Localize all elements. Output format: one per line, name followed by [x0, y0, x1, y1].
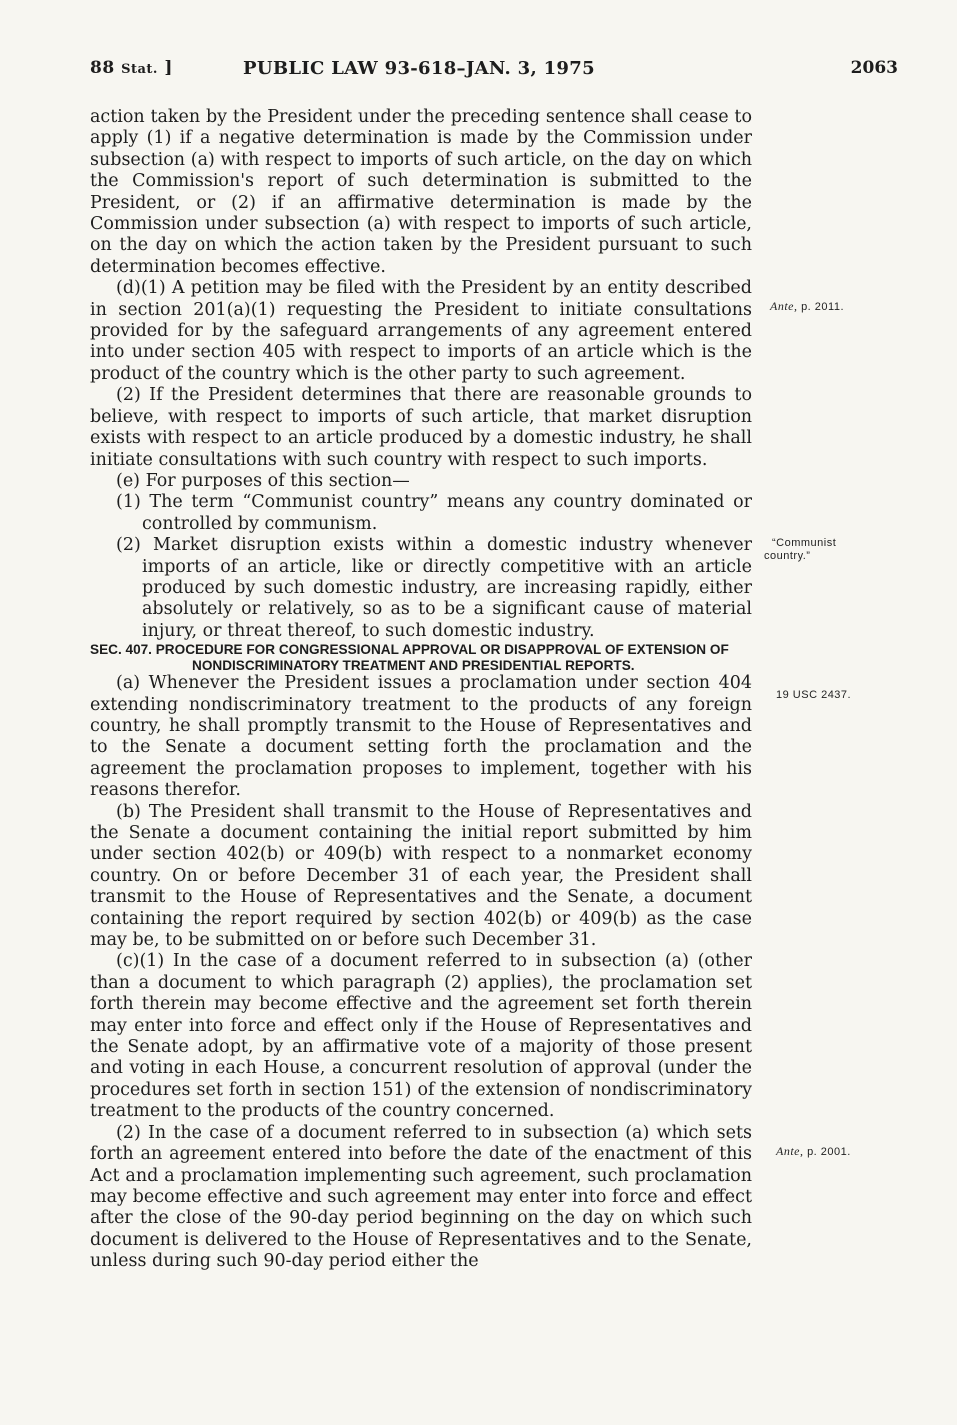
- page-header: [90, 58, 898, 88]
- paragraph-e: (e) For purposes of this section—: [116, 470, 410, 491]
- volume-label: Stat.: [121, 62, 158, 77]
- margin-note-ante-2001: [776, 1145, 946, 1159]
- body-text: [90, 107, 752, 1273]
- margin-note-ante-2011-italic: Ante,: [770, 299, 798, 313]
- page-number: 2063: [850, 58, 898, 78]
- paragraph-e1: (1) The term “Communist country” means any country dominated or controlled by communism.: [116, 492, 752, 534]
- paragraph-continuation: action taken by the President under the preceding sentence shall cease to apply (1) if a negative determination is made by the Commission under subsection (a) with respect to imports of such article, on the day on which the Commission's report of such determination is submitted to the President, or (2) if an affirmative determination is made by the Commission under subsection (a) with respect to imports of such article, on the day on which the action taken by the President pursuant to such determination becomes effective.: [90, 107, 752, 277]
- paragraph-b: (b) The President shall transmit to the House of Representatives and the Senate a document containing the initial report submitted by him under section 402(b) or 409(b) with respect to a nonmarket economy country. On or before December 31 of each year, the President shall transmit to the House of Representatives and the Senate, a document containing the report required by section 402(b) or 409(b) as the case may be, to be submitted on or before such December 31.: [90, 801, 752, 951]
- volume-citation: [90, 58, 173, 78]
- margin-note-ante-2001-italic: Ante,: [776, 1144, 804, 1158]
- margin-note-ante-2011-page: p. 2011.: [801, 301, 845, 313]
- running-title: PUBLIC LAW 93-618–JAN. 3, 1975: [243, 58, 595, 79]
- paragraph-e2: (2) Market disruption exists within a domestic industry whenever imports of an article, like or directly competitive with an article produced by such domestic industry, are increasing rapidly, either absolutely or relatively, so as to be a significant cause of material injury, or threat thereof, to such domestic industry.: [116, 535, 752, 641]
- paragraph-d2: (2) If the President determines that there are reasonable grounds to believe, with respect to imports of such article, that market disruption exists with respect to an article produced by a domestic industry, he shall initiate consultations with such country with respect to such imports.: [90, 385, 752, 470]
- paragraph-c2: (2) In the case of a document referred to in subsection (a) which sets forth an agreement entered into before the date of the enactment of this Act and a proclamation implementing such agreement, such proclamation may become effective and such agreement may enter into force and effect after the close of the 90-day period beginning on the day on which such document is delivered to the House of Representatives and to the Senate, unless during such 90-day period either the: [90, 1122, 752, 1272]
- margin-note-communist-line1: “Communist: [772, 537, 837, 549]
- margin-note-ante-2011: [770, 300, 940, 314]
- paragraph-d1: (d)(1) A petition may be filed with the President by an entity described in section 201(a)(1) requesting the President to initiate consultations provided for by the safeguard arrangements of any agreement entered into under section 405 with respect to imports of an article which is the product of the country which is the other party to such agreement.: [90, 278, 752, 384]
- margin-note-usc: 19 USC 2437.: [776, 689, 852, 701]
- margin-note-ante-2001-page: p. 2001.: [807, 1146, 851, 1158]
- margin-note-communist-country: [764, 537, 934, 563]
- volume-bracket: ]: [164, 58, 173, 78]
- margin-note-communist-line2: country.”: [764, 550, 811, 562]
- paragraph-a: (a) Whenever the President issues a proclamation under section 404 extending nondiscriminatory treatment to the products of any foreign country, he shall promptly transmit to the House of Representatives and to the Senate a document setting forth the proclamation and the agreement the proclamation proposes to implement, together with his reasons therefor.: [90, 673, 752, 801]
- volume-number: 88: [90, 58, 115, 78]
- paragraph-c1: (c)(1) In the case of a document referred to in subsection (a) (other than a document to which paragraph (2) applies), the proclamation set forth therein may become effective and the agreement set forth therein may enter into force and effect only if the House of Representatives and the Senate adopt, by an affirmative vote of a majority of those present and voting in each House, a concurrent resolution of approval (under the procedures set forth in section 151) of the extension of nondiscriminatory treatment to the products of the country concerned.: [90, 951, 752, 1122]
- section-heading: SEC. 407. PROCEDURE FOR CONGRESSIONAL APPROVAL OR DISAPPROVAL OF EXTENSION OF NONDISCRIMINATORY TREATMENT AND PRESIDENTIAL REPORTS.: [90, 642, 729, 673]
